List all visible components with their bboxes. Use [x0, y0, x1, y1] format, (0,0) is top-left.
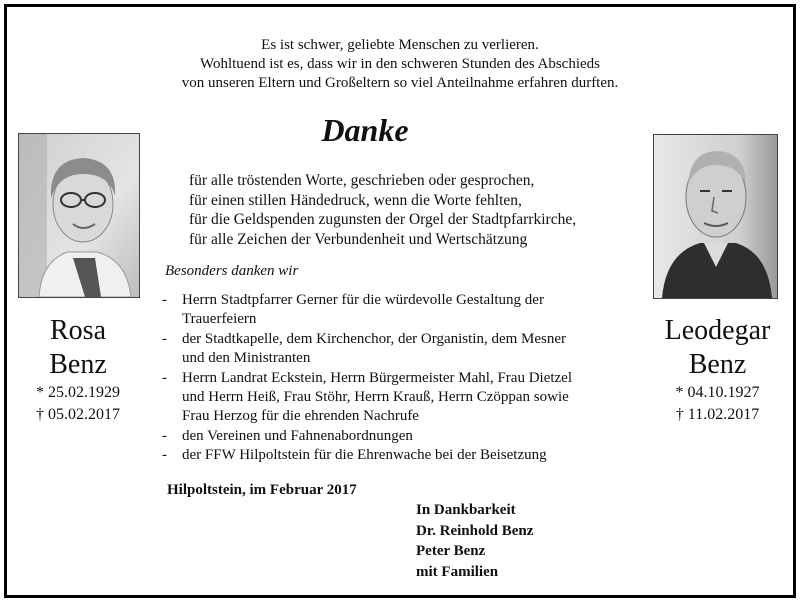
list-item-line: Frau Herzog für die ehrenden Nachrufe — [182, 408, 419, 425]
signature-line: In Dankbarkeit — [416, 502, 516, 518]
list-item — [160, 427, 572, 446]
special-thanks-label: Besonders danken wir — [165, 263, 299, 279]
thanks-line: für alle Zeichen der Verbundenheit und Wertschätzung — [189, 230, 528, 248]
thanks-line: für alle tröstenden Worte, geschrieben oder gesprochen, — [189, 172, 535, 189]
list-item — [160, 369, 572, 427]
last-name: Benz — [49, 349, 107, 380]
birth-date: * 25.02.1929 — [36, 384, 120, 401]
list-item-line: der FFW Hilpoltstein für die Ehrenwache bei der Beisetzung — [182, 447, 547, 464]
intro-text — [0, 36, 800, 93]
list-dash: - — [162, 292, 167, 308]
list-item-line: Herrn Landrat Eckstein, Herrn Bürgermeister Mahl, Frau Dietzel — [182, 369, 572, 386]
right-person-name — [645, 314, 790, 382]
list-dash: - — [162, 427, 167, 444]
list-item-line: Trauerfeiern — [182, 311, 257, 328]
signature-line: Peter Benz — [416, 543, 486, 559]
thanks-line: für die Geldspenden zugunsten der Orgel der Stadtpfarrkirche, — [189, 211, 577, 229]
list-dash: - — [162, 369, 167, 386]
place-date: Hilpoltstein, im Februar 2017 — [167, 482, 357, 498]
heading-danke: Danke — [321, 112, 409, 148]
first-name: Leodegar — [664, 315, 771, 346]
signature-line: Dr. Reinhold Benz — [416, 522, 534, 539]
list-item — [160, 330, 572, 369]
intro-line: von unseren Eltern und Großeltern so viel Anteilnahme erfahren durften. — [181, 75, 619, 91]
intro-line: Wohltuend ist es, dass wir in den schweren Stunden des Abschieds — [200, 56, 600, 72]
thanks-line: für einen stillen Händedruck, wenn die Worte fehlten, — [189, 191, 522, 209]
intro-line: Es ist schwer, geliebte Menschen zu verlieren. — [261, 37, 539, 53]
left-person-dates — [18, 382, 138, 426]
list-item — [160, 291, 572, 330]
list-dash: - — [162, 447, 167, 464]
list-dash: - — [162, 330, 167, 347]
thanks-lines — [189, 171, 576, 249]
list-item-line: Herrn Stadtpfarrer Gerner für die würdevolle Gestaltung der — [182, 292, 544, 308]
list-item-line: den Vereinen und Fahnenabordnungen — [182, 427, 413, 444]
portrait-leodegar-benz — [653, 134, 778, 299]
death-date: † 11.02.2017 — [675, 406, 760, 423]
birth-date: * 04.10.1927 — [675, 384, 760, 401]
left-person-name — [18, 314, 138, 382]
signature-block — [416, 500, 533, 582]
portrait-rosa-benz — [18, 133, 140, 298]
last-name: Benz — [688, 349, 747, 380]
right-person-dates — [645, 382, 790, 426]
death-date: † 05.02.2017 — [36, 406, 120, 423]
list-item — [160, 446, 572, 465]
list-item-line: und den Ministranten — [182, 350, 311, 367]
first-name: Rosa — [50, 315, 106, 346]
signature-line: mit Familien — [416, 563, 499, 580]
list-item-line: der Stadtkapelle, dem Kirchenchor, der Organistin, dem Mesner — [182, 330, 567, 347]
special-thanks-list — [160, 291, 572, 466]
list-item-line: und Herrn Heiß, Frau Stöhr, Herrn Krauß, Herrn Czöppan sowie — [182, 389, 569, 406]
